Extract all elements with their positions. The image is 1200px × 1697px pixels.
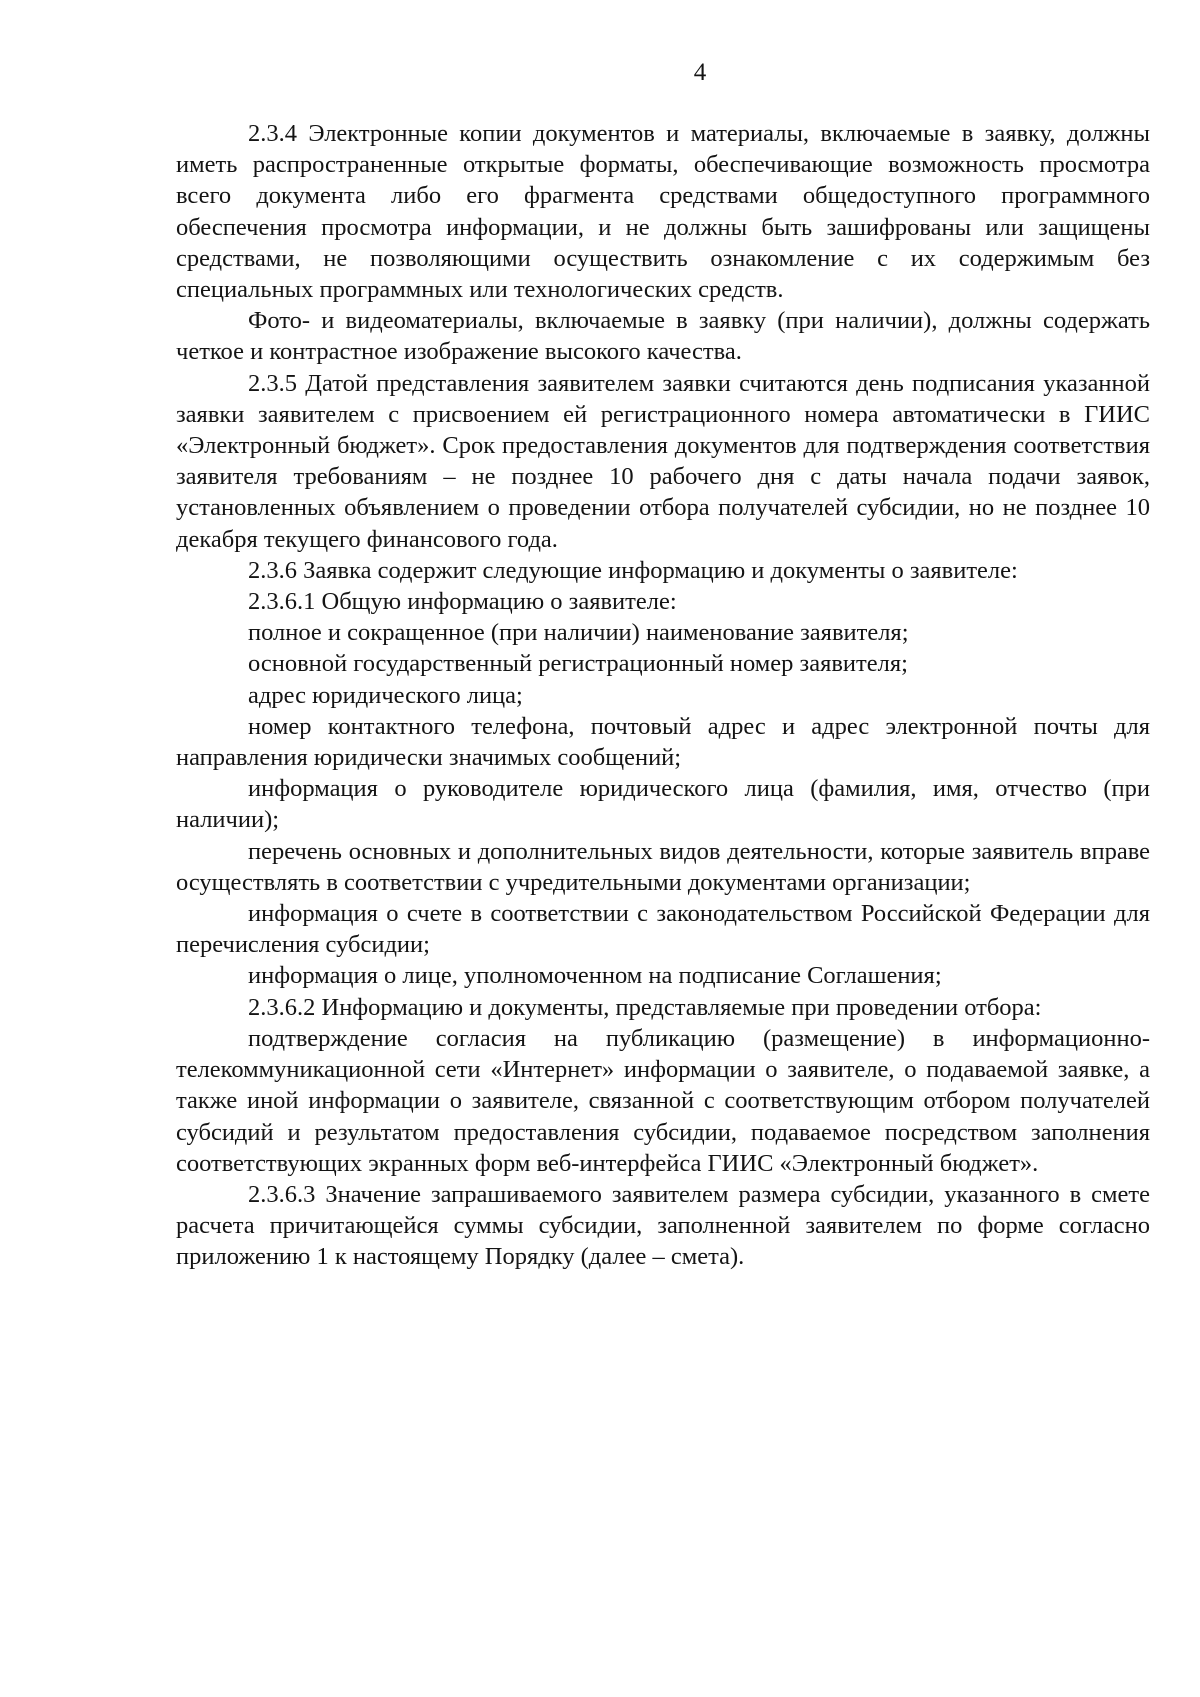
list-item-contacts: номер контактного телефона, почтовый адрес и адрес электронной почты для направления юридически значимых сообщений; [176, 712, 1150, 772]
page-number: 4 [693, 59, 707, 86]
list-item-account: информация о счете в соответствии с законодательством Российской Федерации для перечисления субсидии; [176, 900, 1150, 959]
list-item-ogrn: основной государственный регистрационный номер заявителя; [248, 650, 908, 678]
list-item-authorized-person: информация о лице, уполномоченном на подписание Соглашения; [248, 962, 942, 990]
list-item-head-info: информация о руководителе юридического лица (фамилия, имя, отчество (при наличии); [176, 775, 1150, 834]
document-body [176, 118, 1150, 1273]
list-item-activities: перечень основных и дополнительных видов деятельности, которые заявитель вправе осуществлять в соответствии с учредительными документами организации; [176, 837, 1150, 896]
paragraph-2-3-5: 2.3.5 Датой представления заявителем заявки считаются день подписания указанной заявки заявителем с присвоением ей регистрационного номера автоматически в ГИИС «Электронный бюджет». Срок предоставления документов для подтверждения соответствия заявителя требованиям – не позднее 10 рабочего дня с даты начала подачи заявок, установленных объявлением о проведении отбора получателей субсидии, но не позднее 10 декабря текущего финансового года. [176, 369, 1150, 553]
list-item-publication-consent: подтверждение согласия на публикацию (размещение) в информационно-телекоммуникационной сети «Интернет» информации о заявителе, о подаваемой заявке, а также иной информации о заявителе, связанной с соответствующим отбором получателей субсидий и результатом предоставления субсидии, подаваемое посредством заполнения соответствующих экранных форм веб-интерфейса ГИИС «Электронный бюджет». [176, 1024, 1150, 1177]
paragraph-2-3-6-2: 2.3.6.2 Информацию и документы, представляемые при проведении отбора: [248, 993, 1042, 1021]
list-item-legal-address: адрес юридического лица; [248, 681, 523, 709]
paragraph-2-3-6-1: 2.3.6.1 Общую информацию о заявителе: [248, 588, 677, 616]
paragraph-2-3-6-3: 2.3.6.3 Значение запрашиваемого заявителем размера субсидии, указанного в смете расчета причитающейся суммы субсидии, заполненной заявителем по форме согласно приложению 1 к настоящему Порядку (далее – смета). [176, 1180, 1150, 1271]
paragraph-photo-video: Фото- и видеоматериалы, включаемые в заявку (при наличии), должны содержать четкое и контрастное изображение высокого качества. [176, 307, 1150, 366]
list-item-full-name: полное и сокращенное (при наличии) наименование заявителя; [248, 619, 909, 647]
paragraph-2-3-6: 2.3.6 Заявка содержит следующие информацию и документы о заявителе: [248, 556, 1018, 584]
paragraph-2-3-4: 2.3.4 Электронные копии документов и материалы, включаемые в заявку, должны иметь распространенные открытые форматы, обеспечивающие возможность просмотра всего документа либо его фрагмента средствами общедоступного программного обеспечения просмотра информации, и не должны быть зашифрованы или защищены средствами, не позволяющими осуществить ознакомление с их содержимым без специальных программных или технологических средств. [176, 120, 1150, 304]
